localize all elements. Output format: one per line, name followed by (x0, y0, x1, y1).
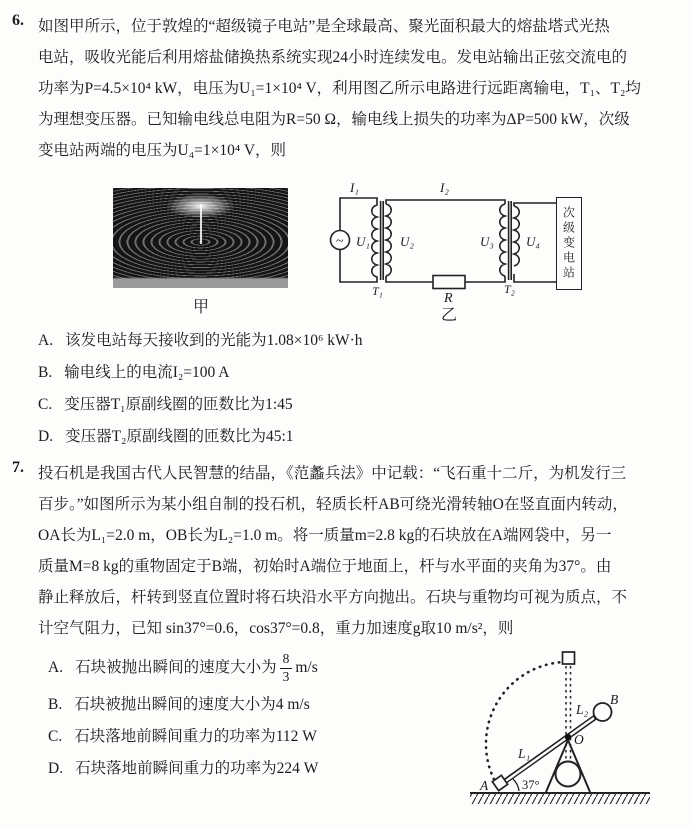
q7-text (38, 458, 685, 644)
label-b: B (610, 692, 619, 707)
label-u3: U₃ (480, 234, 494, 249)
q6-option-d (38, 426, 294, 448)
label-t1: T₁ (372, 284, 383, 298)
text-line: 电站，吸收光能后利用熔盐储换热系统实现24小时连续发电。发电站输出正弦交流电的 (38, 49, 628, 66)
solar-tower (200, 204, 202, 244)
stone-a-square (492, 775, 507, 790)
option-text: 石块落地前瞬间重力的功率为224 W (75, 760, 319, 777)
lever-diagram (452, 632, 693, 829)
label-angle: 37° (522, 778, 540, 792)
line-wire-bottom-left (386, 276, 433, 282)
option-letter: A. (38, 332, 54, 349)
text-line: 静止释放后，杆转到竖直位置时将石块沿水平方向抛出。石块与重物均可视为质点，不 (38, 589, 628, 606)
q7-option-a (48, 648, 318, 688)
station-wire-top (514, 203, 556, 206)
option-letter: D. (38, 428, 54, 445)
option-text: 该发电站每天接收到的光能为1.08×10⁶ kW·h (65, 332, 363, 349)
label-i1: I₁ (350, 180, 359, 195)
text-line: 百步。”如图所示为某小组自制的投石机，轻质长杆AB可绕光滑转轴O在竖直面内转动， (38, 496, 628, 513)
option-text-suffix: m/s (295, 659, 318, 676)
option-letter: D. (48, 760, 64, 777)
t1-secondary-coil (386, 204, 391, 276)
fraction (280, 652, 293, 683)
q6-option-c (38, 394, 293, 416)
label-u4: U₄ (526, 234, 540, 249)
ac-tilde: ~ (336, 234, 344, 249)
text-line: 功率为P=4.5×10⁴ kW，电压为U₁=1×10⁴ V，利用图乙所示电路进行远距离输电，T₁、T₂均 (38, 80, 641, 97)
option-text: 石块被抛出瞬间的速度大小为4 m/s (74, 696, 310, 713)
option-text: 变压器T₁原副线圈的匝数比为1:45 (64, 396, 293, 413)
label-u1: U₁ (356, 234, 370, 249)
support-wheel (556, 762, 581, 787)
option-text: 石块落地前瞬间重力的功率为112 W (74, 728, 317, 745)
label-u2: U₂ (400, 234, 414, 249)
t2-secondary-coil (514, 206, 519, 266)
text-line: 质量M=8 kg的重物固定于B端，初始时A端位于地面上，杆与水平面的夹角为37°。由 (38, 558, 612, 575)
label-l2: L₂ (576, 702, 589, 717)
angle-arc (513, 779, 519, 791)
label-l1: L₁ (518, 746, 531, 761)
pivot-o-dot (565, 734, 571, 740)
label-t2: T₂ (504, 282, 515, 296)
text-line: 如图甲所示，位于敦煌的“超级镜子电站”是全球最高、聚光面积最大的熔盐塔式光热 (38, 18, 610, 35)
weight-ball-b (594, 703, 612, 721)
q7-number: 7. (12, 459, 24, 476)
substation-box: 次级变电站 (556, 197, 582, 290)
figure-label-yi: 乙 (441, 307, 458, 324)
text-line: OA长为L₁=2.0 m，OB长为L₂=1.0 m。将一质量m=2.8 kg的石块放在A端网袋中，另一 (38, 527, 612, 544)
label-a: A (480, 778, 489, 793)
text-line: 计空气阻力，已知 sin37°=0.6，cos37°=0.8，重力加速度g取10 m/s²，则 (38, 620, 514, 637)
option-text-prefix: 石块被抛出瞬间的速度大小为 (75, 659, 277, 676)
stone-top-square (563, 652, 575, 664)
text-line: 变电站两端的电压为U₄=1×10⁴ V，则 (38, 142, 287, 159)
station-wire-bottom (514, 274, 556, 282)
text-line: 为理想变压器。已知输电线总电阻为R=50 Ω，输电线上损失的功率为ΔP=500 kW，次级 (38, 111, 630, 128)
t2-primary-coil (500, 204, 505, 276)
q7-option-d (48, 758, 318, 780)
option-letter: A. (48, 659, 64, 676)
option-letter: C. (48, 728, 63, 745)
q6-number: 6. (12, 12, 24, 29)
fraction-denominator: 3 (282, 668, 290, 684)
ground-hatching (470, 793, 650, 804)
text-line: 投石机是我国古代人民智慧的结晶，《范蠡兵法》中记载：“飞石重十二斤，为机发行三 (38, 465, 627, 482)
resistor-box (433, 276, 465, 289)
option-letter: B. (48, 696, 63, 713)
line-wire-top (386, 200, 505, 204)
label-i2: I₂ (440, 180, 449, 195)
q6-text (38, 11, 685, 166)
fraction-numerator: 8 (280, 652, 293, 668)
power-station-photo (113, 188, 288, 288)
option-text: 变压器T₂原副线圈的匝数比为45:1 (65, 428, 294, 445)
q7-option-c (48, 726, 317, 748)
q6-option-b (38, 362, 230, 384)
option-text: 输电线上的电流I₂=100 A (64, 364, 230, 381)
label-r: R (444, 291, 453, 306)
figure-label-jia: 甲 (193, 299, 210, 316)
option-letter: C. (38, 396, 53, 413)
label-o: O (574, 732, 584, 747)
line-wire-bottom-right (465, 276, 505, 282)
option-letter: B. (38, 364, 53, 381)
q7-option-b (48, 694, 310, 716)
circuit-diagram (328, 176, 586, 318)
q6-option-a (38, 330, 363, 352)
